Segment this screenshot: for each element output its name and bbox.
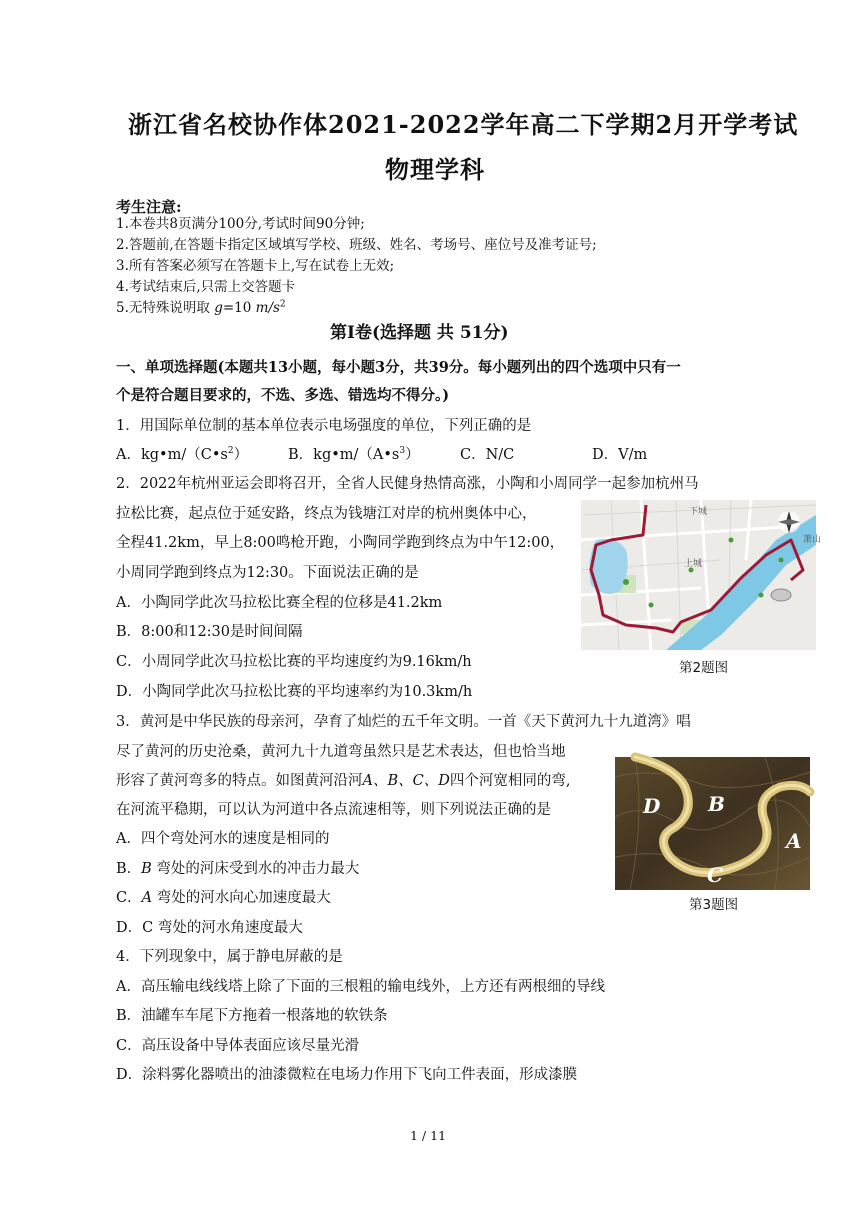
q2-option-b: B．8:00和12:30是时间间隔	[116, 624, 303, 640]
q3-stem-line3: 形容了黄河弯多的特点。如图黄河沿河A、B、C、D四个河宽相同的弯,	[116, 773, 571, 789]
q4-stem: 4．下列现象中，属于静电屏蔽的是	[116, 949, 343, 965]
q2-figure-caption: 第2题图	[679, 660, 729, 676]
q2-option-c: C．小周同学此次马拉松比赛的平均速度约为9.16km/h	[116, 654, 472, 670]
q1-stem: 1．用国际单位制的基本单位表示电场强度的单位，下列正确的是	[116, 418, 532, 434]
q1-option-c: C．N/C	[460, 447, 515, 463]
map-label-middle: 上城	[684, 559, 703, 569]
photo-label-d: D	[643, 794, 661, 818]
exam-title: 浙江省名校协作体2021-2022学年高二下学期2月开学考试	[128, 110, 799, 139]
map-label-right: 萧山	[803, 535, 822, 545]
notice-item-5: 5.无特殊说明取 g=10 $m/s^2$	[116, 299, 286, 316]
notice-item-4: 4.考试结束后,只需上交答题卡	[116, 279, 296, 295]
q4-option-a: A．高压输电线线塔上除了下面的三根粗的输电线外，上方还有两根细的导线	[116, 979, 605, 995]
q3-option-b: B．B 弯处的河床受到水的冲击力最大	[116, 861, 360, 877]
q3-stem-line2: 尽了黄河的历史沧桑，黄河九十九道弯虽然只是艺术表达，但也恰当地	[116, 744, 566, 760]
notice-heading: 考生注意:	[116, 198, 182, 216]
q2-stem-line2: 拉松比赛，起点位于延安路，终点为钱塘江对岸的杭州奥体中心，	[116, 506, 537, 522]
q3-stem-line4: 在河流平稳期，可以认为河道中各点流速相等，则下列说法正确的是	[116, 802, 551, 818]
q4-option-c: C．高压设备中导体表面应该尽量光滑	[116, 1038, 360, 1054]
section-instruction-line1: 一、单项选择题(本题共13小题，每小题3分，共39分。每小题列出的四个选项中只有一	[116, 359, 681, 376]
map-label-top: 下城	[689, 507, 708, 517]
q1-option-a: A．$kg•m/(C•s^2)$	[116, 446, 249, 463]
q1-option-d: D．V/m	[592, 447, 648, 463]
q4-option-d: D．涂料雾化器喷出的油漆微粒在电场力作用下飞向工件表面，形成漆膜	[116, 1067, 578, 1083]
q3-option-c: C．A 弯处的河水向心加速度最大	[116, 890, 331, 906]
notice-item-2: 2.答题前,在答题卡指定区域填写学校、班级、姓名、考场号、座位号及准考证号;	[116, 237, 597, 253]
marathon-route-map	[581, 500, 822, 650]
photo-label-a: A	[786, 829, 802, 853]
q2-option-a: A．小陶同学此次马拉松比赛全程的位移是41.2km	[116, 595, 443, 611]
notice-item-1: 1.本卷共8页满分100分,考试时间90分钟;	[116, 216, 365, 232]
yellow-river-photo	[615, 757, 810, 890]
q3-option-a: A．四个弯处河水的速度是相同的	[116, 831, 330, 847]
q3-stem-line1: 3．黄河是中华民族的母亲河，孕育了灿烂的五千年文明。一首《天下黄河九十九道湾》唱	[116, 714, 691, 730]
photo-label-b: B	[708, 792, 725, 816]
q3-figure-caption: 第3题图	[689, 897, 739, 913]
section-title: 第Ⅰ卷(选择题 共 51分)	[330, 323, 509, 343]
q1-option-b: B．$kg•m/(A•s^3)$	[288, 446, 420, 463]
notice-item-3: 3.所有答案必须写在答题卡上,写在试卷上无效;	[116, 258, 395, 274]
q2-stem-line1: 2．2022年杭州亚运会即将召开，全省人民健身热情高涨，小陶和小周同学一起参加杭州马	[116, 476, 699, 492]
exam-subject: 物理学科	[385, 155, 485, 184]
q2-option-d: D．小陶同学此次马拉松比赛的平均速率约为10.3km/h	[116, 684, 473, 700]
page-number: 1 / 11	[410, 1128, 447, 1143]
photo-label-c: C	[707, 863, 723, 887]
section-instruction-line2: 个是符合题目要求的，不选、多选、错选均不得分。)	[116, 387, 450, 404]
q3-option-d: D．C 弯处的河水角速度最大	[116, 920, 303, 936]
q4-option-b: B．油罐车车尾下方拖着一根落地的软铁条	[116, 1008, 388, 1024]
q2-stem-line4: 小周同学跑到终点为12:30。下面说法正确的是	[116, 565, 419, 581]
q2-stem-line3: 全程41.2km，早上8:00鸣枪开跑，小陶同学跑到终点为中午12:00，	[116, 535, 565, 551]
